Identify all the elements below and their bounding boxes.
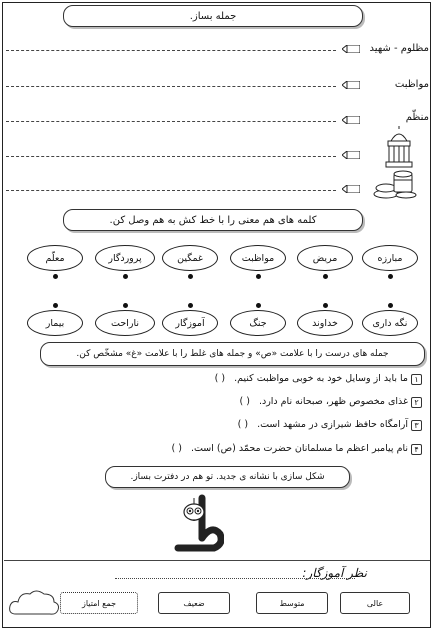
cloud-icon (8, 588, 60, 618)
row-label-2: مواظبت (394, 79, 429, 90)
statement-2 (239, 396, 408, 407)
section2-title (63, 209, 363, 231)
teacher-comment-line[interactable] (115, 578, 355, 579)
section4-title (105, 466, 350, 488)
total-score[interactable] (60, 592, 138, 614)
statement-3 (238, 419, 408, 430)
word-oval-bottom-3[interactable] (230, 310, 286, 336)
word-label: خداوند (312, 317, 338, 329)
connect-dot[interactable] (123, 274, 128, 279)
word-oval-top-1[interactable] (362, 245, 418, 271)
answer-box[interactable]: ( ) (214, 373, 226, 384)
word-label: جنگ (249, 317, 267, 329)
connect-dot[interactable] (256, 303, 261, 308)
section1-title-text: جمله بساز. (189, 10, 237, 22)
connect-dot[interactable] (123, 303, 128, 308)
item-number: ۴ (411, 444, 422, 455)
connect-dot[interactable] (388, 274, 393, 279)
teacher-comment-label: نظر آموزگار: (302, 566, 367, 580)
grade-average[interactable] (256, 592, 328, 614)
word-label: مریض (312, 252, 338, 264)
connect-dot[interactable] (323, 303, 328, 308)
word-oval-top-5[interactable] (95, 245, 155, 271)
grade-excellent[interactable] (340, 592, 410, 614)
statement-1 (215, 373, 408, 384)
pencil-icon (342, 81, 360, 89)
pencil-icon (342, 45, 360, 53)
grade-label: جمع امتیاز (82, 598, 117, 608)
connect-dot[interactable] (188, 274, 193, 279)
grade-label: عالی (366, 598, 384, 608)
section3-title (40, 342, 425, 366)
answer-line-1[interactable] (6, 50, 336, 51)
section4-title-text: شکل سازی با نشانه ی جدید. تو هم در دفترت بساز. (130, 472, 325, 482)
section1-title (63, 5, 363, 27)
word-label: مواظبت (241, 252, 275, 264)
word-label: ناراحت (111, 317, 139, 329)
answer-box[interactable]: ( ) (171, 443, 182, 454)
answer-box[interactable]: ( ) (237, 419, 249, 430)
grade-label: متوسط (279, 598, 305, 608)
dishes-icon (372, 168, 418, 200)
pencil-icon (342, 185, 360, 193)
row-label-3: منظّم (405, 112, 429, 123)
word-oval-bottom-4[interactable] (162, 310, 218, 336)
pencil-icon (342, 151, 360, 159)
statement-text: آرامگاه حافظ شیرازی در مشهد است. (257, 419, 408, 430)
grade-weak[interactable] (158, 592, 230, 614)
connect-dot[interactable] (53, 303, 58, 308)
word-oval-bottom-1[interactable] (362, 310, 418, 336)
answer-line-2[interactable] (6, 86, 336, 87)
mausoleum-icon (385, 125, 413, 169)
statement-text: غذای مخصوص ظهر، صبحانه نام دارد. (258, 396, 408, 407)
answer-line-4[interactable] (6, 156, 336, 157)
word-label: آموزگار (175, 317, 205, 329)
connect-dot[interactable] (388, 303, 393, 308)
answer-line-3[interactable] (6, 121, 336, 122)
footer-divider (4, 560, 430, 561)
item-number: ۲ (411, 397, 422, 408)
grade-label: ضعیف (183, 598, 205, 608)
word-label: بیمار (45, 317, 65, 329)
word-oval-top-6[interactable] (27, 245, 83, 271)
item-number: ۱ (411, 374, 422, 385)
row-label-1: مظلوم - شهید (369, 43, 429, 54)
connect-dot[interactable] (323, 274, 328, 279)
word-label: نگه داری (372, 317, 408, 329)
statement-text: نام پیامبر اعظم ما مسلمانان حضرت محمّد (ص) است. (190, 443, 408, 454)
word-oval-bottom-2[interactable] (297, 310, 353, 336)
word-oval-top-3[interactable] (230, 245, 286, 271)
statement-text: ما باید از وسایل خود به خوبی مواظبت کنیم. (234, 373, 408, 384)
word-oval-bottom-6[interactable] (27, 310, 83, 336)
pencil-icon (342, 116, 360, 124)
word-label: پروردگار (108, 252, 142, 264)
connect-dot[interactable] (256, 274, 261, 279)
section2-title-text: کلمه های هم معنی را با خط کش به هم وصل کن. (109, 214, 317, 226)
item-number: ۳ (411, 420, 422, 431)
word-oval-bottom-5[interactable] (95, 310, 155, 336)
statement-4 (171, 443, 408, 454)
connect-dot[interactable] (188, 303, 193, 308)
word-label: معلّم (45, 252, 65, 264)
word-oval-top-4[interactable] (162, 245, 218, 271)
connect-dot[interactable] (53, 274, 58, 279)
answer-box[interactable]: ( ) (239, 396, 250, 407)
section3-title-text: جمله های درست را با علامت «ص» و جمله های غلط را با علامت «غ» مشخّص کن. (76, 349, 389, 359)
word-label: مبارزه (377, 252, 403, 264)
zaa-letter-character-icon (172, 494, 224, 556)
word-oval-top-2[interactable] (297, 245, 353, 271)
word-label: غمگین (177, 252, 203, 264)
answer-line-5[interactable] (6, 190, 336, 191)
